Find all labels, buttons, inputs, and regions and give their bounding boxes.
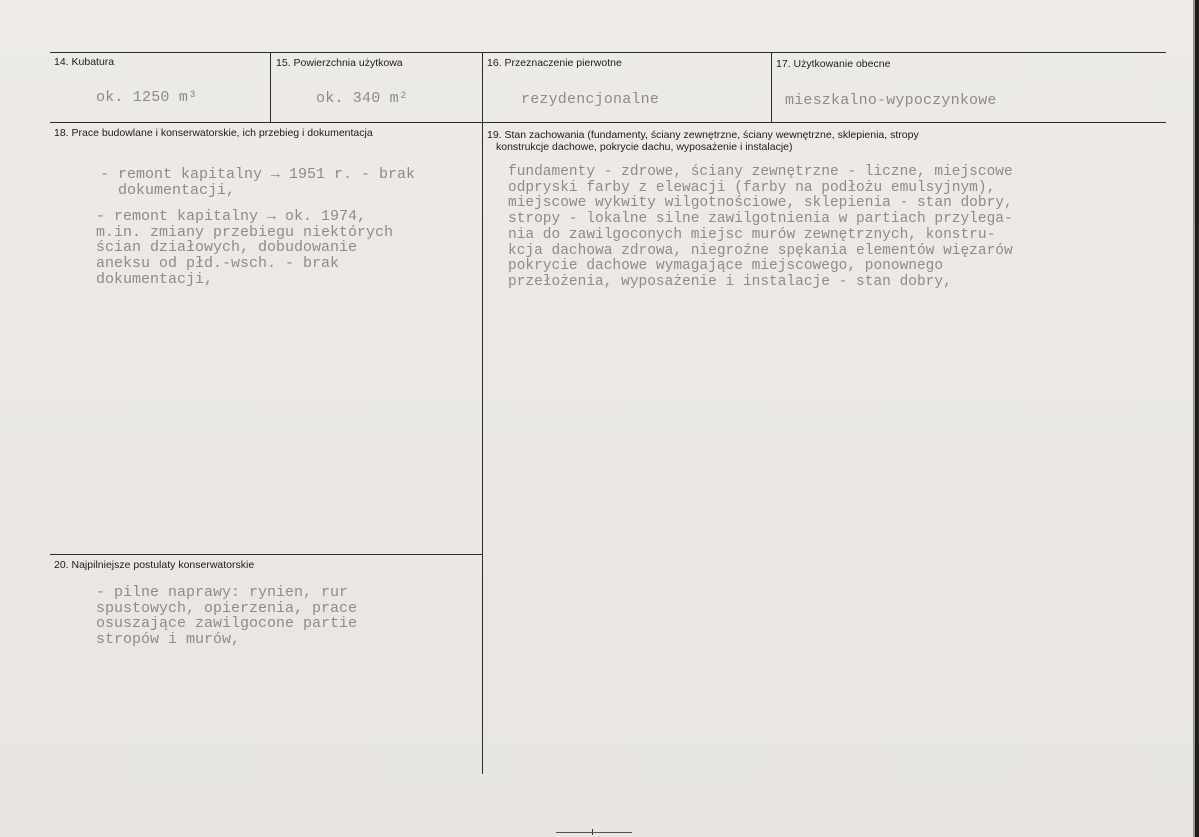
col-divider-16-17 (771, 52, 772, 122)
field-18-item-2: - remont kapitalny → ok. 1974, m.in. zmiany przebiegu niektórych ścian działowych, dobudowanie aneksu od płd.-wsch. - brak dokumentacji, (96, 208, 394, 288)
col-divider-14-15 (270, 52, 271, 122)
top-rule (50, 52, 1166, 53)
field-20-text: - pilne naprawy: rynien, rur spustowych, opierzenia, prace osuszające zawilgocone partie stropów i murów, (96, 584, 358, 649)
field-16-label: 16. Przeznaczenie pierwotne (487, 57, 622, 69)
field-15-value: ok. 340 m² (316, 90, 409, 107)
section20-top-rule (50, 554, 482, 555)
card-edge (1195, 0, 1199, 837)
field-19-label-line1: 19. Stan zachowania (fundamenty, ściany zewnętrzne, ściany wewnętrzne, sklepienia, stropy (487, 129, 919, 141)
field-14-value: ok. 1250 m³ (96, 89, 198, 106)
field-15-label: 15. Powierzchnia użytkowa (276, 57, 403, 69)
row1-bottom-rule (50, 122, 1166, 123)
field-16-value: rezydencjonalne (521, 91, 660, 108)
field-14-label: 14. Kubatura (54, 56, 115, 68)
bottom-tick-rule (556, 832, 632, 833)
field-18-label: 18. Prace budowlane i konserwatorskie, ich przebieg i dokumentacja (54, 127, 373, 139)
field-17-label: 17. Użytkowanie obecne (776, 58, 891, 70)
field-20-label: 20. Najpilniejsze postulaty konserwatorskie (54, 559, 255, 571)
field-19-label-line2: konstrukcje dachowe, pokrycie dachu, wyposażenie i instalacje) (496, 141, 793, 153)
field-17-value: mieszkalno-wypoczynkowe (785, 92, 997, 109)
col-divider-main (482, 52, 483, 774)
field-18-item-1: - remont kapitalny → 1951 r. - brak dokumentacji, (100, 166, 416, 199)
field-19-text: fundamenty - zdrowe, ściany zewnętrzne - liczne, miejscowe odpryski farby z elewacji (farby na podłożu emulsyjnym), miejscowe wykwity wilgotnościowe, sklepienia - stan dobry, stropy - lokalne silne zawilgotnienia w partiach przylega- nia do zawilgoconych miejsc murów zewnętrznych, konstru- kcja dachowa zdrowa, niegroźne spękania elementów więzarów pokrycie dachowe wymagające miejscowego, ponownego przełożenia, wyposażenie i instalacje - stan dobry, (508, 164, 1013, 290)
